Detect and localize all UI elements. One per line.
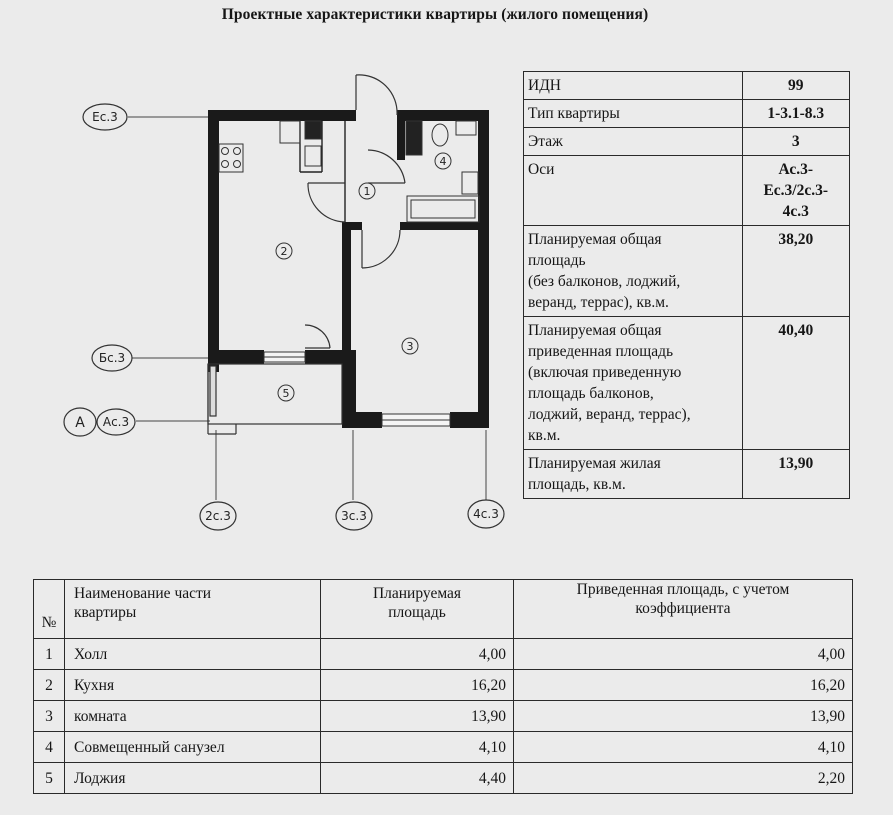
row-number: 1 — [34, 639, 65, 670]
table-row — [34, 670, 853, 701]
axis-label-c4: 4с.3 — [473, 507, 499, 521]
property-label: Этаж — [524, 128, 743, 156]
loggia — [208, 364, 342, 434]
room-name: Совмещенный санузел — [65, 732, 321, 763]
header-reduced: Приведенная площадь, с учетом коэффициента — [514, 580, 853, 639]
room-area: 4,10 — [321, 732, 514, 763]
property-row — [524, 450, 850, 499]
table-row — [34, 639, 853, 670]
room-name: Кухня — [65, 670, 321, 701]
table-row — [34, 732, 853, 763]
property-label: Планируемая общая приведенная площадь (включая приведенную площадь балконов, лоджий, веранд, террас), кв.м. — [524, 317, 743, 450]
room-number-5: 5 — [282, 387, 290, 400]
property-row — [524, 156, 850, 226]
fixtures — [219, 121, 479, 222]
row-number: 2 — [34, 670, 65, 701]
room-reduced-area: 4,00 — [514, 639, 853, 670]
property-value: 3 — [742, 128, 849, 156]
header-area: Планируемая площадь — [321, 580, 514, 639]
room-reduced-area: 4,10 — [514, 732, 853, 763]
property-row — [524, 128, 850, 156]
room-name: Холл — [65, 639, 321, 670]
property-value: 1-3.1-8.3 — [742, 100, 849, 128]
property-value: 99 — [742, 72, 849, 100]
row-number: 5 — [34, 763, 65, 794]
room-area: 4,40 — [321, 763, 514, 794]
property-value: 38,20 — [742, 226, 849, 317]
property-value: 40,40 — [742, 317, 849, 450]
document-title: Проектные характеристики квартиры (жилого помещения) — [221, 6, 649, 23]
floor-plan — [50, 60, 510, 540]
table-row — [34, 763, 853, 794]
rooms-table-header — [34, 580, 853, 639]
room-number-3: 3 — [406, 340, 414, 353]
header-num: № — [34, 580, 65, 639]
room-area: 13,90 — [321, 701, 514, 732]
property-label: Оси — [524, 156, 743, 226]
property-row — [524, 317, 850, 450]
room-reduced-area: 13,90 — [514, 701, 853, 732]
property-label: ИДН — [524, 72, 743, 100]
rooms-table — [33, 579, 853, 794]
room-number-2: 2 — [280, 245, 288, 258]
axis-label-ec3: Ес.3 — [92, 110, 118, 124]
room-reduced-area: 16,20 — [514, 670, 853, 701]
property-value: Ас.3- Ес.3/2с.3- 4с.3 — [742, 156, 849, 226]
table-row — [34, 701, 853, 732]
property-row — [524, 100, 850, 128]
room-name: Лоджия — [65, 763, 321, 794]
room-number-4: 4 — [439, 155, 447, 168]
property-label: Планируемая общая площадь (без балконов, лоджий, веранд, террас), кв.м. — [524, 226, 743, 317]
property-row — [524, 226, 850, 317]
room-number-1: 1 — [363, 185, 371, 198]
axis-label-c3: 3с.3 — [341, 509, 367, 523]
room-reduced-area: 2,20 — [514, 763, 853, 794]
property-value: 13,90 — [742, 450, 849, 499]
property-label: Тип квартиры — [524, 100, 743, 128]
axis-label-bc3: Бс.3 — [98, 351, 126, 365]
property-row — [524, 72, 850, 100]
row-number: 3 — [34, 701, 65, 732]
room-area: 4,00 — [321, 639, 514, 670]
axis-label-c2: 2с.3 — [205, 509, 231, 523]
property-label: Планируемая жилая площадь, кв.м. — [524, 450, 743, 499]
axis-label-ac3: Ас.3 — [102, 415, 130, 429]
row-number: 4 — [34, 732, 65, 763]
room-name: комната — [65, 701, 321, 732]
room-area: 16,20 — [321, 670, 514, 701]
properties-table — [523, 71, 850, 499]
header-name: Наименование части квартиры — [65, 580, 321, 639]
axis-label-a: А — [75, 415, 85, 431]
